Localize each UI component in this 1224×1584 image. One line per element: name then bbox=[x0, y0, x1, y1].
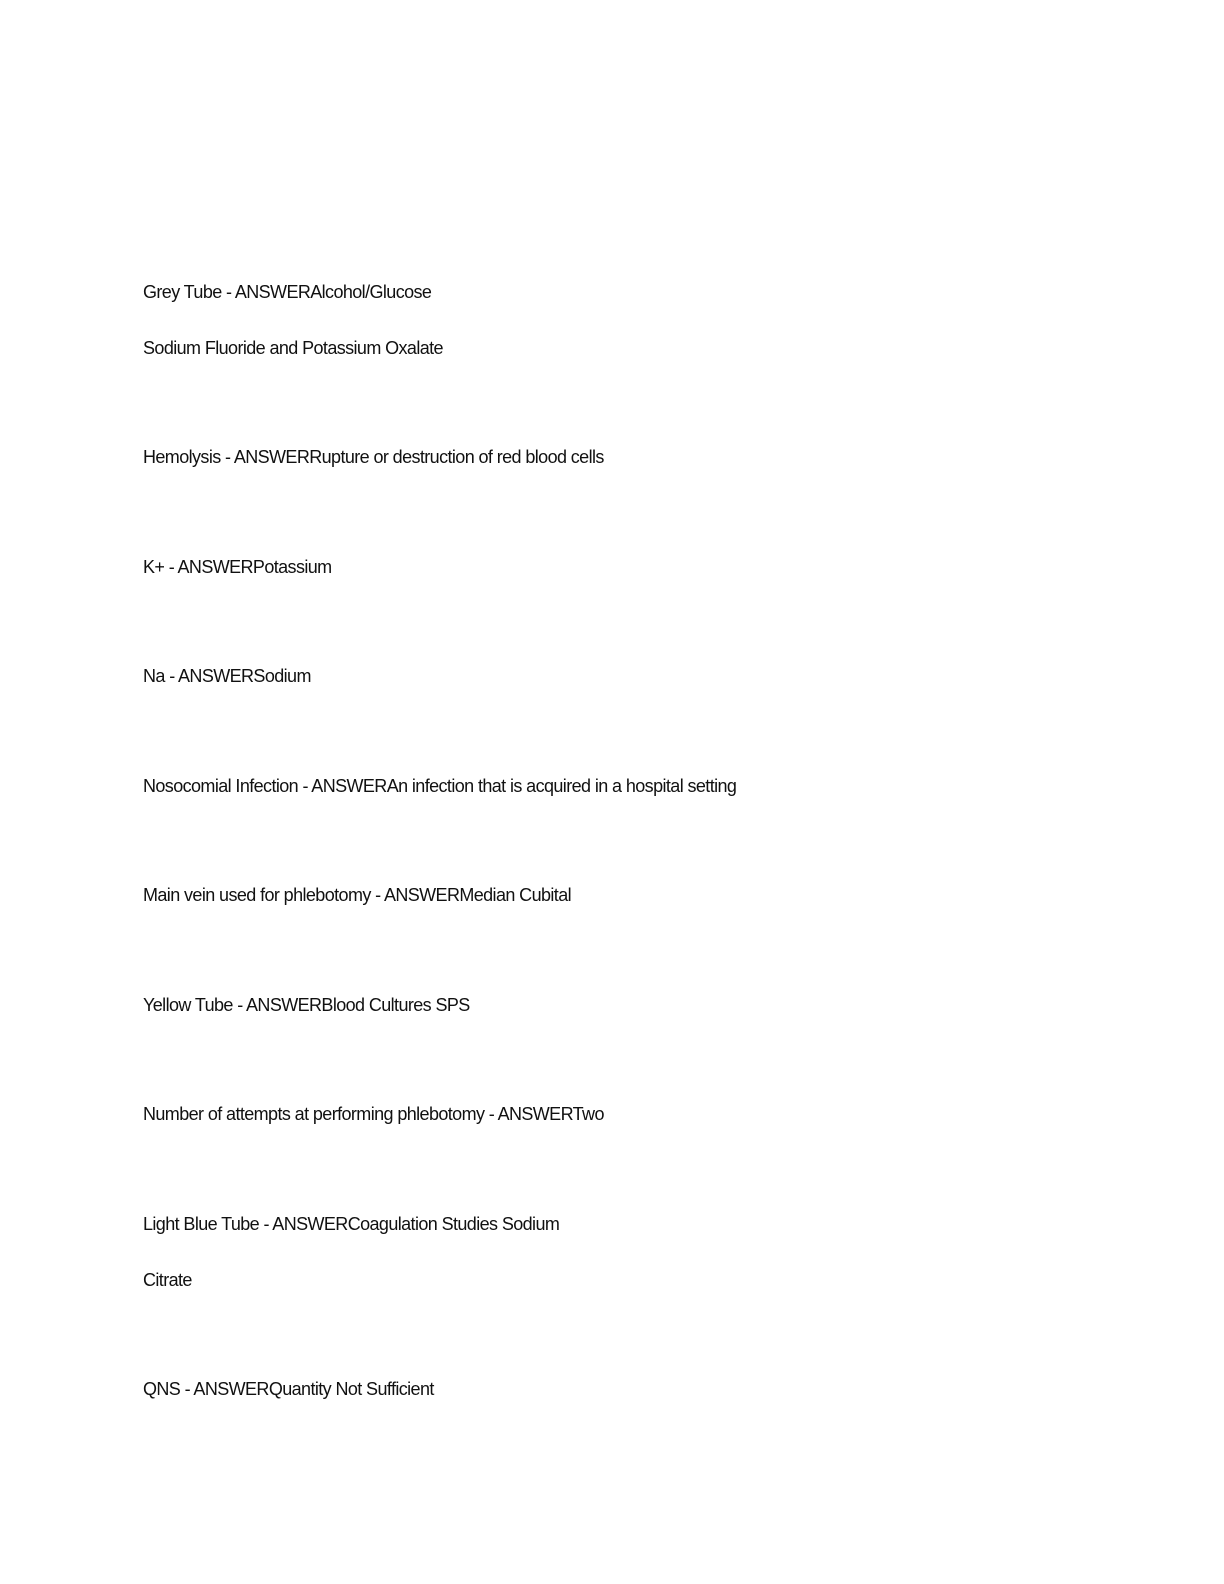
flashcard-phlebotomy-attempts: Number of attempts at performing phlebotomy - ANSWERTwo bbox=[143, 1104, 604, 1124]
flashcard-grey-tube: Grey Tube - ANSWERAlcohol/Glucose bbox=[143, 282, 432, 302]
flashcard-light-blue-tube: Light Blue Tube - ANSWERCoagulation Studies Sodium bbox=[143, 1214, 560, 1234]
flashcard-light-blue-tube-continued: Citrate bbox=[143, 1270, 192, 1290]
flashcard-potassium: K+ - ANSWERPotassium bbox=[143, 557, 332, 577]
flashcard-yellow-tube: Yellow Tube - ANSWERBlood Cultures SPS bbox=[143, 995, 470, 1015]
flashcard-hemolysis: Hemolysis - ANSWERRupture or destruction of red blood cells bbox=[143, 447, 604, 467]
flashcard-qns: QNS - ANSWERQuantity Not Sufficient bbox=[143, 1379, 434, 1399]
flashcard-grey-tube-additive: Sodium Fluoride and Potassium Oxalate bbox=[143, 338, 443, 358]
flashcard-nosocomial-infection: Nosocomial Infection - ANSWERAn infection that is acquired in a hospital setting bbox=[143, 776, 737, 796]
flashcard-main-vein: Main vein used for phlebotomy - ANSWERMedian Cubital bbox=[143, 885, 572, 905]
flashcard-sodium: Na - ANSWERSodium bbox=[143, 666, 311, 686]
